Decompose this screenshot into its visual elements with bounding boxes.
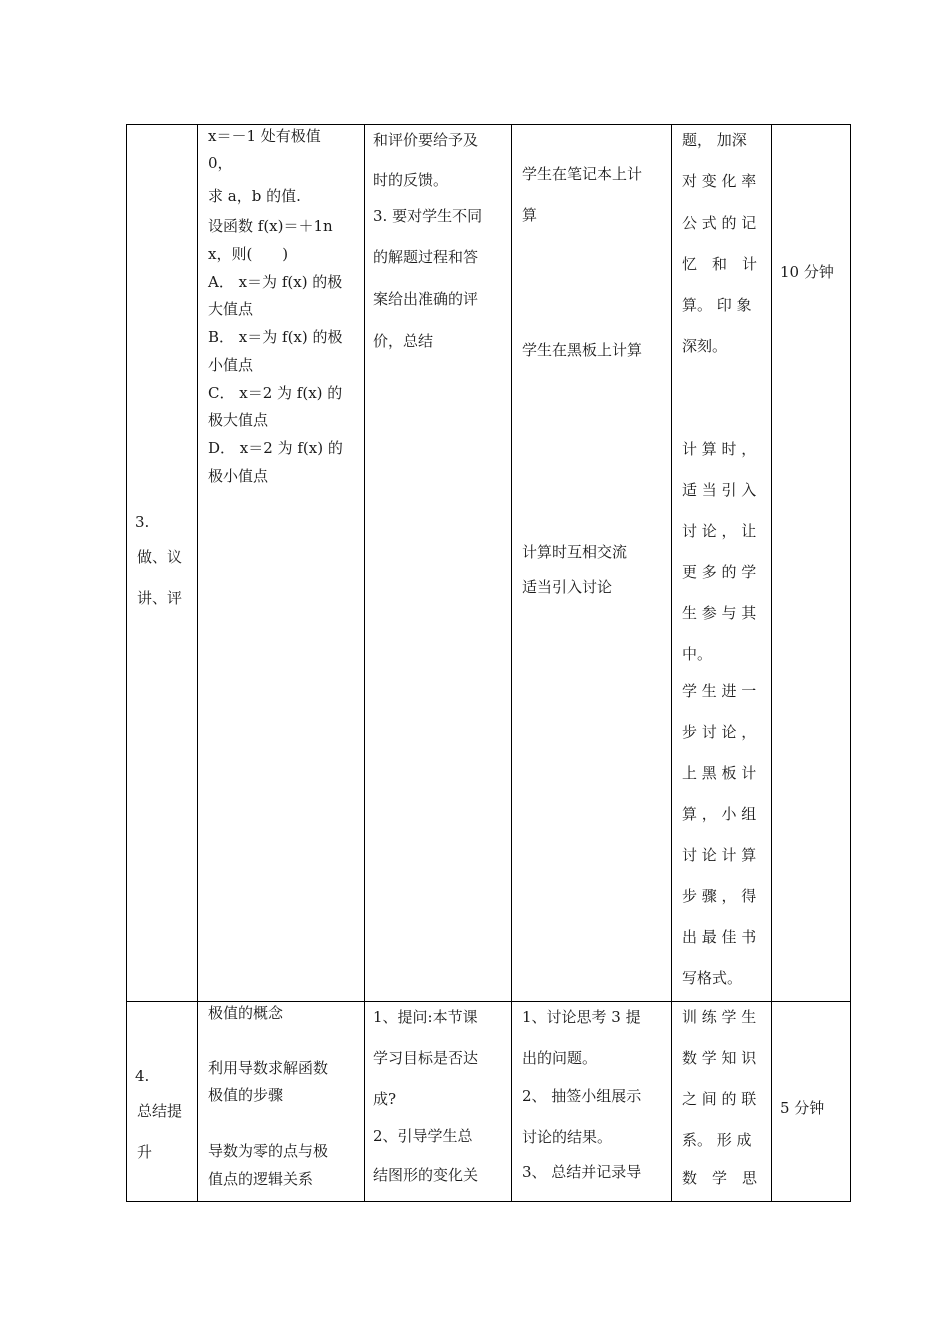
content-text: 利用导数求解函数 xyxy=(208,1059,329,1077)
teacher-cell xyxy=(365,125,512,1002)
teacher-text: 结图形的变化关 xyxy=(373,1166,479,1184)
stage-text: 讲、评 xyxy=(137,589,183,607)
teacher-text: 和评价要给予及 xyxy=(373,131,479,149)
content-cell xyxy=(198,1002,365,1202)
student-text: 适当引入讨论 xyxy=(522,578,613,596)
teacher-text: 1、提问:本节课 xyxy=(373,1008,478,1026)
content-text: 值点的逻辑关系 xyxy=(208,1170,314,1188)
intent-text: 中。 xyxy=(682,645,713,663)
stage-cell xyxy=(127,1002,198,1202)
intent-text: 适 当 引 入 xyxy=(682,481,757,499)
intent-text: 之 间 的 联 xyxy=(682,1090,757,1108)
intent-text: 公 式 的 记 xyxy=(682,214,757,232)
intent-text: 讨 论 ， 让 xyxy=(682,522,757,540)
content-text: x，则( ) xyxy=(208,245,289,263)
intent-cell xyxy=(672,1002,772,1202)
lesson-plan-table xyxy=(126,124,851,1202)
stage-text: 3. xyxy=(135,513,150,531)
intent-text: 对 变 化 率 xyxy=(682,172,757,190)
intent-text: 出 最 佳 书 xyxy=(682,928,757,946)
teacher-text: 成? xyxy=(373,1090,397,1108)
student-text: 1、讨论思考 3 提 xyxy=(522,1008,641,1026)
content-text: 极值的步骤 xyxy=(208,1086,284,1104)
intent-text: 步 讨 论 ， xyxy=(682,723,757,741)
content-text: 极小值点 xyxy=(208,467,269,485)
content-text: D． x＝2 为 f(x) 的 xyxy=(208,439,343,457)
teacher-text: 价，总结 xyxy=(373,332,434,350)
intent-text: 算 ， 小 组 xyxy=(682,805,757,823)
stage-text: 4. xyxy=(135,1067,150,1085)
student-text: 计算时互相交流 xyxy=(522,543,628,561)
intent-text: 忆 和 计 xyxy=(682,255,758,273)
intent-text: 训 练 学 生 xyxy=(682,1008,757,1026)
stage-text: 升 xyxy=(137,1143,153,1161)
content-text: 大值点 xyxy=(208,300,254,318)
student-text: 讨论的结果。 xyxy=(522,1128,613,1146)
intent-text: 写格式。 xyxy=(682,969,743,987)
intent-text: 数 学 知 识 xyxy=(682,1049,757,1067)
content-text: x＝－1 处有极值 xyxy=(208,127,321,145)
student-cell xyxy=(512,1002,672,1202)
content-text: B． x＝为 f(x) 的极 xyxy=(208,328,343,346)
intent-text: 讨 论 计 算 xyxy=(682,846,757,864)
stage-text: 做、议 xyxy=(137,548,183,566)
intent-text: 上 黑 板 计 xyxy=(682,764,757,782)
time-text: 5 分钟 xyxy=(780,1099,825,1117)
time-cell xyxy=(772,1002,851,1202)
table-row xyxy=(127,1002,851,1202)
content-cell xyxy=(198,125,365,1002)
time-cell xyxy=(772,125,851,1002)
teacher-cell xyxy=(365,1002,512,1202)
student-text: 学生在笔记本上计 xyxy=(522,165,643,183)
intent-cell xyxy=(672,125,772,1002)
time-text: 10 分钟 xyxy=(780,263,834,281)
content-text: 小值点 xyxy=(208,356,254,374)
teacher-text: 2、引导学生总 xyxy=(373,1127,473,1145)
content-text: C． x＝2 为 f(x) 的 xyxy=(208,384,343,402)
intent-text: 生 参 与 其 xyxy=(682,604,757,622)
teacher-text: 3. 要对学生不同 xyxy=(373,207,483,225)
intent-text: 算。 印 象 xyxy=(682,296,752,314)
content-text: 极值的概念 xyxy=(208,1004,284,1022)
content-text: 极大值点 xyxy=(208,411,269,429)
intent-text: 系。 形 成 xyxy=(682,1131,752,1149)
student-text: 3、 总结并记录导 xyxy=(522,1163,642,1181)
content-text: 0， xyxy=(208,154,233,172)
intent-text: 步 骤 ， 得 xyxy=(682,887,757,905)
intent-text: 计 算 时 ， xyxy=(682,440,757,458)
intent-text: 题， 加深 xyxy=(682,131,747,149)
student-text: 出的问题。 xyxy=(522,1049,598,1067)
teacher-text: 案给出准确的评 xyxy=(373,290,479,308)
content-text: A． x＝为 f(x) 的极 xyxy=(208,273,343,291)
intent-text: 更 多 的 学 xyxy=(682,563,757,581)
intent-text: 学 生 进 一 xyxy=(682,682,757,700)
content-text: 导数为零的点与极 xyxy=(208,1142,329,1160)
stage-text: 总结提 xyxy=(137,1102,183,1120)
student-text: 算 xyxy=(522,206,538,224)
student-text: 2、 抽签小组展示 xyxy=(522,1087,642,1105)
content-text: 求 a，b 的值. xyxy=(208,187,301,205)
student-cell xyxy=(512,125,672,1002)
teacher-text: 的解题过程和答 xyxy=(373,248,479,266)
intent-text: 深刻。 xyxy=(682,337,728,355)
content-text: 设函数 f(x)＝＋1n xyxy=(208,217,333,235)
table-row xyxy=(127,125,851,1002)
stage-cell xyxy=(127,125,198,1002)
intent-text: 数 学 思 xyxy=(682,1169,758,1187)
teacher-text: 时的反馈。 xyxy=(373,171,449,189)
teacher-text: 学习目标是否达 xyxy=(373,1049,479,1067)
student-text: 学生在黑板上计算 xyxy=(522,341,643,359)
